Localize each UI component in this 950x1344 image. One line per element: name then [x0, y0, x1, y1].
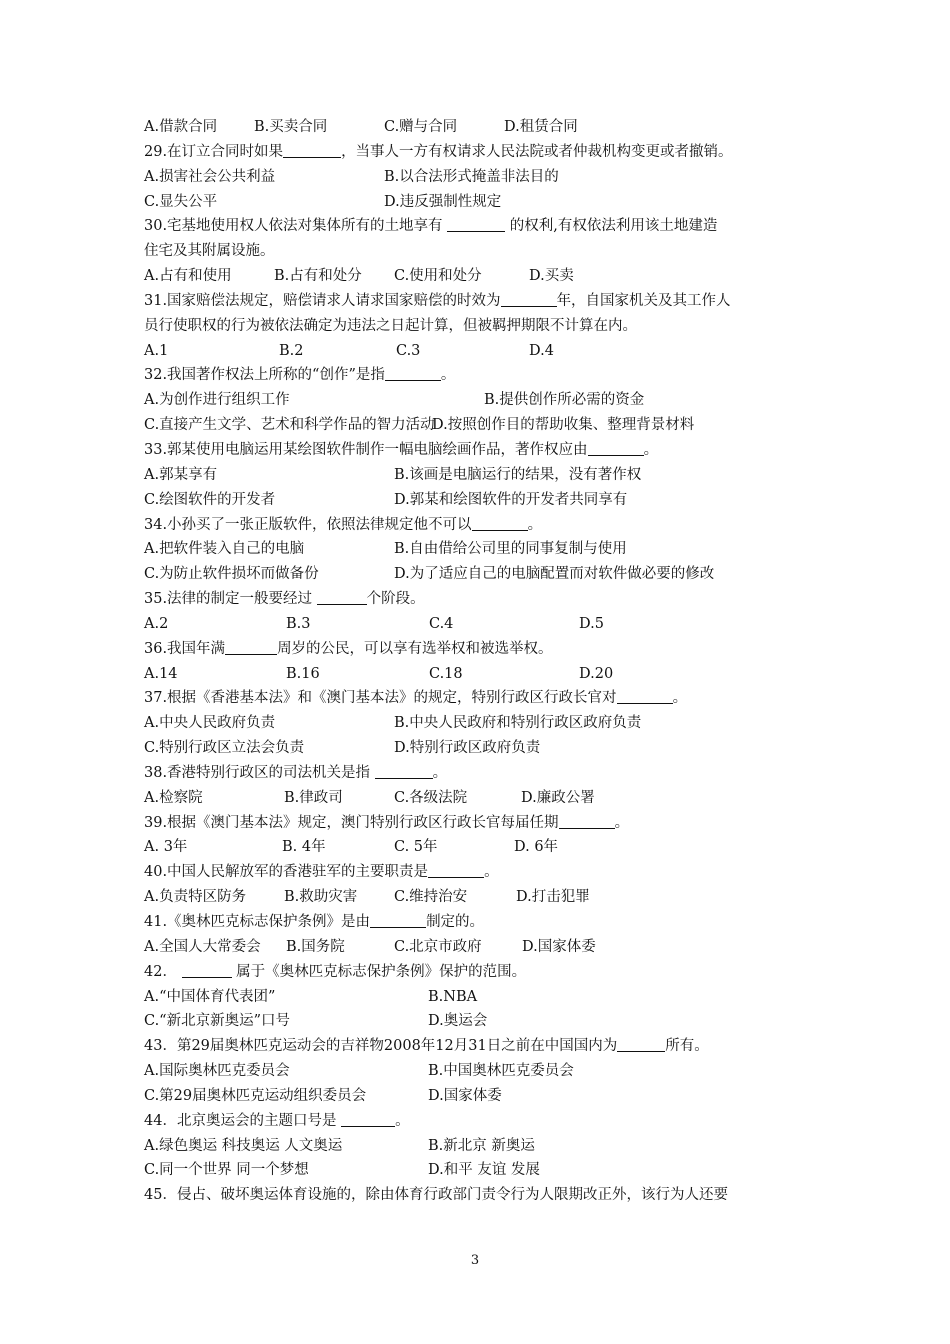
text-line	[144, 1009, 814, 1034]
answer-option: B.国务院	[286, 938, 345, 955]
answer-option: A. 3年	[144, 839, 188, 856]
text-line	[144, 1158, 814, 1183]
fill-in-blank	[588, 439, 644, 456]
answer-option: A.中央人民政府负责	[144, 715, 276, 732]
answer-option: A.占有和使用	[144, 268, 232, 285]
text-line	[144, 1134, 814, 1159]
answer-option: B.2	[279, 342, 304, 359]
answer-option: B.该画是电脑运行的结果，没有著作权	[394, 466, 642, 483]
question-text: 属于《奥林匹克标志保护条例》保护的范围。	[231, 963, 527, 980]
answer-option: C.使用和处分	[394, 268, 482, 285]
answer-option: D.打击犯罪	[516, 889, 590, 906]
fill-in-blank	[283, 141, 341, 158]
answer-option: A.“中国体育代表团”	[144, 988, 276, 1005]
question-text: 年，自国家机关及其工作人	[556, 292, 731, 309]
fill-in-blank	[225, 638, 277, 655]
answer-option: C.3	[396, 342, 421, 359]
question-text: 所有。	[665, 1038, 709, 1055]
text-line	[144, 289, 814, 314]
text-line	[144, 214, 814, 239]
question-text: 37.根据《香港基本法》和《澳门基本法》的规定，特别行政区行政长官对	[144, 690, 617, 707]
question-text: 。	[527, 516, 543, 533]
answer-option: B.16	[286, 665, 320, 682]
question-text: 。	[614, 814, 630, 831]
fill-in-blank	[370, 911, 426, 928]
text-line	[144, 1059, 814, 1084]
answer-option: D.为了适应自己的电脑配置而对软件做必要的修改	[394, 566, 715, 583]
question-text: 29.在订立合同时如果	[144, 143, 284, 160]
question-text: 44．北京奥运会的主题口号是	[144, 1112, 342, 1129]
fill-in-blank	[472, 514, 528, 531]
text-line	[144, 711, 814, 736]
text-line	[144, 662, 814, 687]
text-line	[144, 985, 814, 1010]
text-line	[144, 736, 814, 761]
question-text: 。	[643, 441, 659, 458]
question-text: 34.小孙买了一张正版软件，依照法律规定他不可以	[144, 516, 472, 533]
answer-option: D.和平 友谊 发展	[428, 1162, 540, 1179]
answer-option: C.18	[429, 665, 463, 682]
text-line	[144, 463, 814, 488]
answer-option: A.郭某享有	[144, 466, 218, 483]
question-text: 40.中国人民解放军的香港驻军的主要职责是	[144, 864, 429, 881]
answer-option: D.5	[579, 615, 604, 632]
question-text: 住宅及其附属设施。	[144, 243, 275, 260]
answer-option: C.各级法院	[394, 789, 468, 806]
question-text: 。	[432, 764, 448, 781]
answer-option: D.廉政公署	[521, 789, 595, 806]
answer-option: B.以合法形式掩盖非法目的	[384, 168, 559, 185]
text-line	[144, 513, 814, 538]
answer-option: A.14	[144, 665, 178, 682]
answer-option: B.救助灾害	[284, 889, 358, 906]
question-text: 的权利,有权依法利用该土地建造	[505, 218, 718, 235]
text-line	[144, 264, 814, 289]
answer-option: D.特别行政区政府负责	[394, 740, 541, 757]
question-text: 38.香港特别行政区的司法机关是指	[144, 764, 375, 781]
answer-option: D.郭某和绘图软件的开发者共同享有	[394, 491, 628, 508]
answer-option: D.国家体委	[522, 938, 596, 955]
text-line	[144, 960, 814, 985]
answer-option: B.提供创作所必需的资金	[484, 392, 645, 409]
question-text: 制定的。	[426, 914, 485, 930]
question-text: 。	[395, 1112, 410, 1129]
answer-option: A.负责特区防务	[144, 889, 247, 906]
question-text: 个阶段。	[366, 591, 425, 608]
question-text: ，当事人一方有权请求人民法院或者仲裁机构变更或者撤销。	[341, 143, 733, 160]
answer-option: C.“新北京新奥运”口号	[144, 1013, 291, 1030]
answer-option: C.为防止软件损坏而做备份	[144, 566, 319, 583]
answer-option: A.为创作进行组织工作	[144, 392, 290, 409]
answer-option: C.显失公平	[144, 193, 218, 210]
text-line	[144, 363, 814, 388]
text-line	[144, 438, 814, 463]
text-line	[144, 1084, 814, 1109]
fill-in-blank	[182, 961, 232, 978]
question-text: 41.《奥林匹克标志保护条例》是由	[144, 914, 371, 930]
answer-option: C.绘图软件的开发者	[144, 491, 276, 508]
page-number: 3	[470, 1253, 480, 1268]
fill-in-blank	[617, 1035, 665, 1052]
question-text: 。	[484, 864, 499, 881]
answer-option: D.违反强制性规定	[384, 193, 502, 210]
question-text: 31.国家赔偿法规定，赔偿请求人请求国家赔偿的时效为	[144, 292, 501, 309]
text-line	[144, 811, 814, 836]
fill-in-blank	[428, 861, 484, 878]
text-line	[144, 860, 814, 885]
text-line	[144, 910, 814, 935]
fill-in-blank	[617, 687, 673, 704]
answer-option: A.绿色奥运 科技奥运 人文奥运	[144, 1137, 343, 1154]
text-line	[144, 339, 814, 364]
answer-option: B.占有和处分	[274, 268, 362, 285]
text-line	[144, 140, 814, 165]
answer-option: B. 4年	[282, 839, 326, 856]
text-line	[144, 239, 814, 264]
fill-in-blank	[501, 290, 557, 307]
question-text: 45．侵占、破坏奥运体育设施的，除由体育行政部门责令行为人限期改正外，该行为人还要	[144, 1187, 728, 1204]
question-body	[144, 115, 814, 1208]
text-line	[144, 562, 814, 587]
text-line	[144, 935, 814, 960]
text-line	[144, 413, 814, 438]
answer-option: D.按照创作目的帮助收集、整理背景材料	[432, 417, 695, 434]
answer-option: B.自由借给公司里的同事复制与使用	[394, 541, 627, 558]
fill-in-blank	[341, 1110, 395, 1127]
answer-option: A.检察院	[144, 789, 203, 806]
answer-option: C.4	[429, 615, 454, 632]
question-text: 42．	[144, 963, 182, 980]
answer-option: B.中央人民政府和特别行政区政府负责	[394, 715, 642, 732]
fill-in-blank	[317, 588, 367, 605]
question-text: 35.法律的制定一般要经过	[144, 591, 317, 608]
text-line	[144, 314, 814, 339]
text-line	[144, 612, 814, 637]
text-line	[144, 835, 814, 860]
question-text: 43．第29届奥林匹克运动会的吉祥物2008年12月31日之前在中国国内为	[144, 1038, 618, 1055]
question-text: 36.我国年满	[144, 640, 226, 657]
text-line	[144, 786, 814, 811]
text-line	[144, 190, 814, 215]
answer-option: D.4	[529, 342, 554, 359]
text-line	[144, 165, 814, 190]
answer-option: D.20	[579, 665, 614, 682]
answer-option: B.NBA	[428, 988, 478, 1005]
text-line	[144, 537, 814, 562]
question-text: 。	[440, 367, 456, 384]
text-line	[144, 761, 814, 786]
text-line	[144, 637, 814, 662]
question-text: 周岁的公民，可以享有选举权和被选举权。	[277, 640, 553, 657]
text-line	[144, 388, 814, 413]
answer-option: B.新北京 新奥运	[428, 1137, 535, 1154]
question-text: 员行使职权的行为被依法确定为违法之日起计算，但被羁押期限不计算在内。	[144, 317, 637, 334]
answer-option: C.直接产生文学、艺术和科学作品的智力活动	[144, 417, 435, 434]
answer-option: A.1	[144, 342, 169, 359]
question-text: 39.根据《澳门基本法》规定，澳门特别行政区行政长官每届任期	[144, 814, 559, 831]
answer-option: A.损害社会公共利益	[144, 168, 276, 185]
answer-option: B.律政司	[284, 789, 343, 806]
fill-in-blank	[559, 812, 615, 829]
answer-option: D.买卖	[529, 268, 574, 285]
answer-option: C.赠与合同	[384, 119, 458, 135]
answer-option: A.把软件装入自己的电脑	[144, 541, 305, 558]
text-line	[144, 587, 814, 612]
answer-option: C.特别行政区立法会负责	[144, 740, 305, 757]
question-text: 33.郭某使用电脑运用某绘图软件制作一幅电脑绘画作品，著作权应由	[144, 441, 588, 458]
fill-in-blank	[385, 364, 441, 381]
question-text: 32.我国著作权法上所称的“创作”是指	[144, 367, 385, 384]
answer-option: D. 6年	[514, 839, 559, 856]
answer-option: D.奥运会	[428, 1013, 488, 1030]
text-line	[144, 1034, 814, 1059]
answer-option: B.买卖合同	[254, 119, 328, 135]
answer-option: A.2	[144, 615, 169, 632]
answer-option: D.国家体委	[428, 1087, 502, 1104]
answer-option: C.维持治安	[394, 889, 468, 906]
text-line	[144, 686, 814, 711]
fill-in-blank	[375, 762, 433, 779]
answer-option: A.借款合同	[144, 119, 218, 135]
answer-option: A.全国人大常委会	[144, 938, 261, 955]
answer-option: C. 5年	[394, 839, 438, 856]
text-line	[144, 1183, 814, 1208]
text-line	[144, 885, 814, 910]
answer-option: D.租赁合同	[504, 119, 578, 135]
answer-option: C.第29届奥林匹克运动组织委员会	[144, 1087, 367, 1104]
fill-in-blank	[447, 215, 505, 232]
answer-option: B.3	[286, 615, 311, 632]
answer-option: C.同一个世界 同一个梦想	[144, 1162, 309, 1179]
answer-option: C.北京市政府	[394, 938, 482, 955]
answer-option: B.中国奥林匹克委员会	[428, 1063, 574, 1080]
question-text: 30.宅基地使用权人依法对集体所有的土地享有	[144, 218, 448, 235]
question-text: 。	[672, 690, 688, 707]
text-line	[144, 115, 814, 140]
text-line	[144, 1109, 814, 1134]
answer-option: A.国际奥林匹克委员会	[144, 1063, 290, 1080]
text-line	[144, 488, 814, 513]
